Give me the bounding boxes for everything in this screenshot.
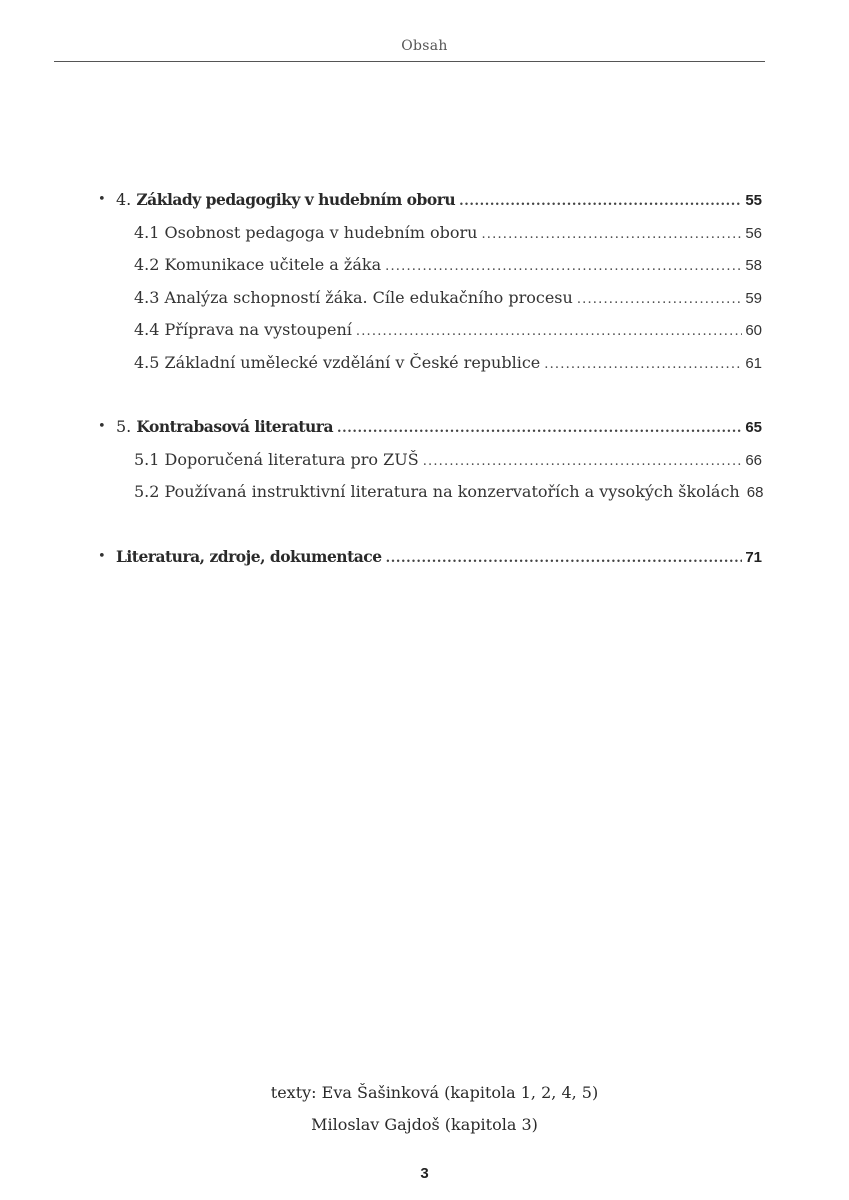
toc-chapter-label <box>98 414 337 440</box>
toc-chapter-label <box>98 187 459 213</box>
author-credits <box>0 1077 849 1141</box>
page-ref: 59 <box>745 289 762 307</box>
dot-leader <box>481 222 742 248</box>
toc-section-4-4[interactable] <box>98 317 762 350</box>
chapter-title: Literatura, zdroje, dokumentace <box>116 546 382 566</box>
page-ref: 68 <box>746 484 764 501</box>
page-number: 3 <box>420 1165 429 1182</box>
toc-section-label: 4.1 Osobnost pedagoga v hudebním oboru <box>134 222 478 242</box>
toc-section-4-2[interactable] <box>98 252 762 285</box>
page-ref: 71 <box>745 548 762 566</box>
page-ref: 58 <box>745 257 762 274</box>
toc-section-label: 4.5 Základní umělecké vzdělání v České republice <box>134 352 541 372</box>
toc-section-5-2[interactable] <box>98 479 762 512</box>
chapter-number: 4. <box>116 190 132 209</box>
toc-section-label: 5.1 Doporučená literatura pro ZUŠ <box>134 449 419 469</box>
bullet-icon: • <box>98 419 106 434</box>
page-ref: 61 <box>745 354 762 372</box>
toc-section-5-1[interactable] <box>98 447 762 480</box>
dot-leader <box>337 416 742 442</box>
table-of-contents <box>98 187 762 576</box>
toc-section-label: 4.4 Příprava na vystoupení <box>134 320 352 339</box>
bullet-icon: • <box>98 548 106 564</box>
toc-section-label: 5.2 Používaná instruktivní literatura na konzervatořích a vysokých školách <box>134 482 740 501</box>
toc-section-4-1[interactable] <box>98 220 762 253</box>
dot-leader <box>423 449 743 475</box>
toc-section-label: 4.2 Komunikace učitele a žáka <box>134 255 382 274</box>
dot-leader <box>386 546 743 572</box>
page-ref: 56 <box>745 224 762 242</box>
toc-literature[interactable] <box>98 544 762 577</box>
toc-section-4-5[interactable] <box>98 350 762 383</box>
toc-chapter-label <box>98 544 386 570</box>
page-ref: 66 <box>745 451 762 469</box>
dot-leader <box>544 352 742 378</box>
chapter-title: Kontrabasová literatura <box>136 417 334 436</box>
page-ref: 55 <box>745 192 762 209</box>
toc-chapter-5[interactable] <box>98 414 762 447</box>
page-ref: 65 <box>745 419 762 436</box>
toc-chapter-4[interactable] <box>98 187 762 220</box>
header-rule <box>54 61 765 62</box>
bullet-icon: • <box>98 192 106 207</box>
dot-leader <box>459 189 742 215</box>
dot-leader <box>577 287 743 313</box>
page-ref: 60 <box>745 322 762 339</box>
chapter-number: 5. <box>116 417 132 436</box>
toc-section-label: 4.3 Analýza schopností žáka. Cíle edukačního procesu <box>134 287 573 307</box>
credits-line-2: Miloslav Gajdoš (kapitola 3) <box>311 1115 538 1134</box>
section-gap <box>98 382 762 414</box>
chapter-title: Základy pedagogiky v hudebním oboru <box>136 190 456 209</box>
section-gap <box>98 512 762 544</box>
credits-line-1: texty: Eva Šašinková (kapitola 1, 2, 4, 5) <box>270 1083 599 1102</box>
running-head: Obsah <box>401 38 448 54</box>
toc-section-4-3[interactable] <box>98 285 762 318</box>
dot-leader <box>356 319 742 345</box>
dot-leader <box>385 254 742 280</box>
